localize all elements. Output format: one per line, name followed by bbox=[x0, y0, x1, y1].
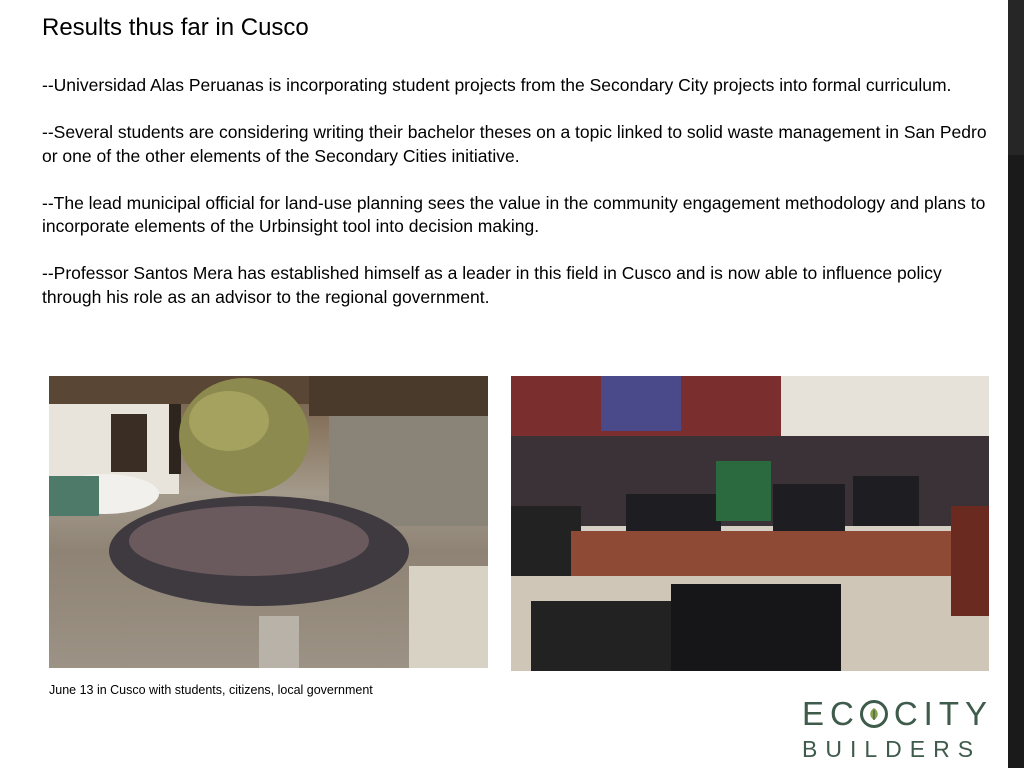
lab-photo-drawing bbox=[511, 376, 989, 671]
result-item: --Universidad Alas Peruanas is incorporating student projects from the Secondary City projects into formal curriculum. bbox=[42, 75, 952, 95]
logo-text-city: CITY bbox=[893, 695, 994, 732]
results-list bbox=[42, 74, 987, 333]
courtyard-group-photo bbox=[49, 376, 488, 668]
ecocity-builders-logo bbox=[802, 695, 994, 763]
slide-title: Results thus far in Cusco bbox=[42, 14, 309, 41]
computer-lab-photo bbox=[511, 376, 989, 671]
scrollbar-thumb[interactable] bbox=[1008, 0, 1024, 155]
leaf-shape bbox=[863, 703, 885, 725]
scrollbar-track[interactable] bbox=[1008, 155, 1024, 768]
result-item: --The lead municipal official for land-use planning sees the value in the community engagement methodology and plans to incorporate elements of the Urbinsight tool into decision making. bbox=[42, 192, 986, 236]
result-item: --Professor Santos Mera has established himself as a leader in this field in Cusco and is now able to influence policy through his role as an advisor to the regional government. bbox=[42, 263, 942, 307]
logo-text-ec: EC bbox=[802, 695, 860, 732]
logo-line-1 bbox=[802, 695, 994, 732]
result-item: --Several students are considering writing their bachelor theses on a topic linked to solid waste management in San Pedro or one of the other elements of the Secondary Cities initiative. bbox=[42, 122, 987, 166]
logo-line-2: BUILDERS bbox=[802, 736, 982, 762]
photo-caption: June 13 in Cusco with students, citizens, local government bbox=[49, 683, 373, 697]
courtyard-photo-drawing bbox=[49, 376, 488, 668]
leaf-circle-icon bbox=[860, 700, 888, 728]
